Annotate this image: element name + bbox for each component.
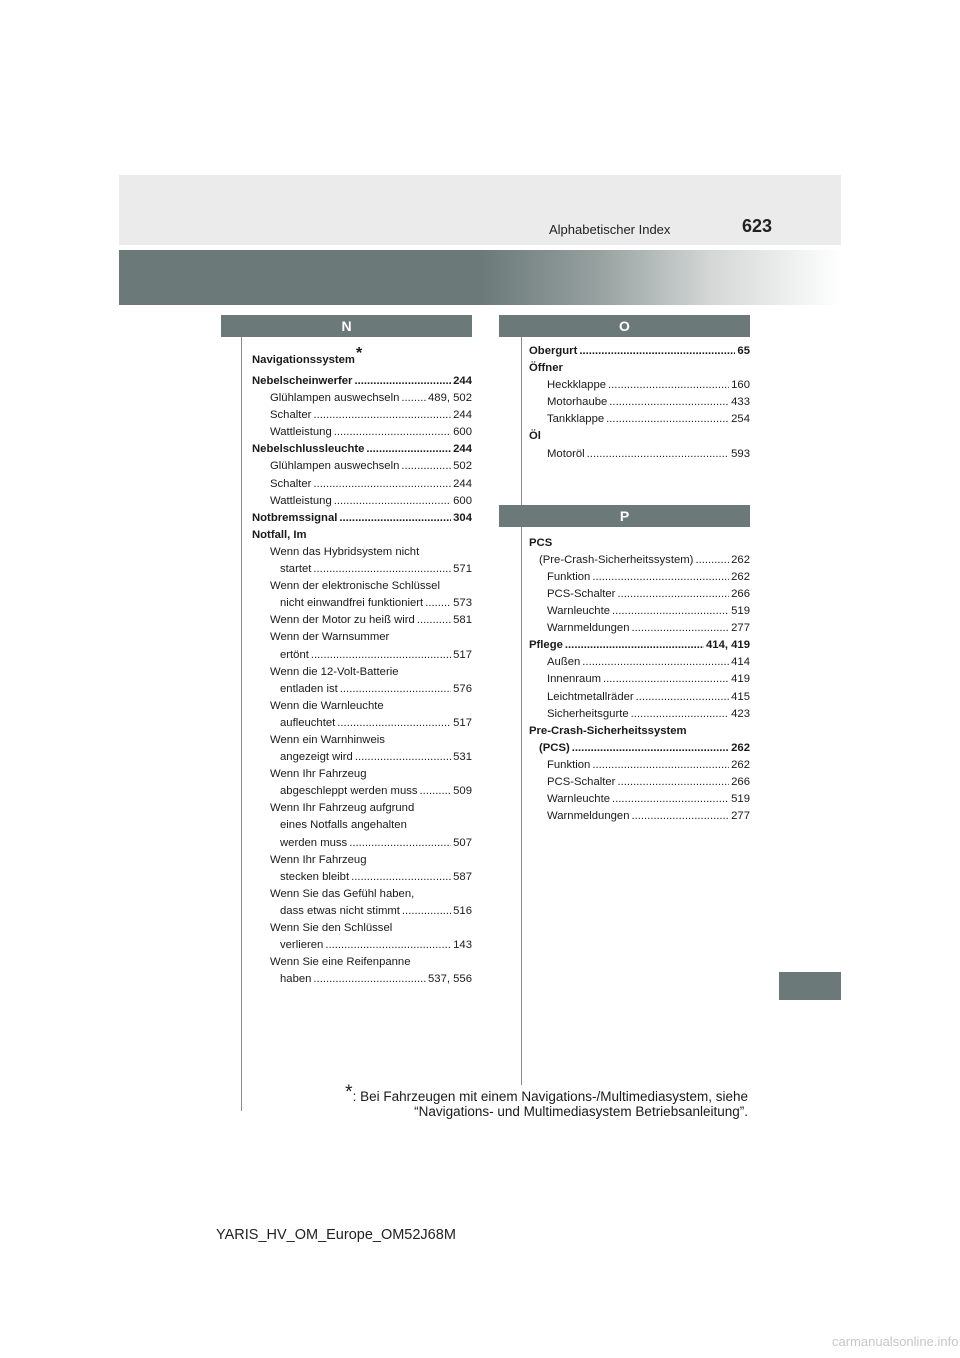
index-entry[interactable] xyxy=(252,544,472,561)
entry-text: Notfall, Im xyxy=(252,528,307,541)
entry-text: Warnleuchte xyxy=(547,605,610,618)
index-entry[interactable] xyxy=(529,671,750,688)
index-entry[interactable] xyxy=(529,808,750,825)
entry-page-numbers[interactable]: 517 xyxy=(453,716,472,729)
entry-page-numbers[interactable]: 433 xyxy=(731,396,750,409)
index-entry[interactable] xyxy=(252,629,472,646)
entry-text: Außen xyxy=(547,656,581,669)
index-entry[interactable] xyxy=(529,394,750,411)
watermark: carmanualsonline.info xyxy=(832,1334,959,1349)
entry-page-numbers[interactable]: 419 xyxy=(731,673,750,686)
index-entries-p xyxy=(529,531,750,826)
entry-page-numbers[interactable]: 277 xyxy=(731,810,750,823)
entry-page-numbers[interactable]: 531 xyxy=(453,751,472,764)
dot-leader xyxy=(636,689,729,706)
entry-text: Leichtmetallräder xyxy=(547,690,634,703)
dot-leader xyxy=(417,612,451,629)
entry-list-n xyxy=(252,373,472,988)
index-entry[interactable] xyxy=(529,552,750,569)
index-entry[interactable] xyxy=(252,715,472,732)
dot-leader xyxy=(631,706,730,723)
dot-leader xyxy=(351,869,451,886)
index-entry[interactable] xyxy=(529,654,750,671)
entry-text: (PCS) xyxy=(539,741,570,754)
entry-page-numbers[interactable]: 266 xyxy=(731,775,750,788)
dot-leader xyxy=(354,373,451,390)
entry-text: Wenn das Hybridsystem nicht xyxy=(270,545,420,558)
dot-leader xyxy=(349,835,451,852)
dot-leader xyxy=(631,808,729,825)
index-entry[interactable] xyxy=(252,954,472,971)
entry-page-numbers[interactable]: 244 xyxy=(453,443,472,456)
document-id: YARIS_HV_OM_Europe_OM52J68M xyxy=(216,1227,456,1243)
entry-text: Notbremssignal xyxy=(252,511,338,524)
entry-text: Wattleistung xyxy=(270,426,332,439)
entry-text: Tankklappe xyxy=(547,413,605,426)
footnote-marker: * xyxy=(345,1082,353,1103)
entry-text: Nebelscheinwerfer xyxy=(252,375,353,387)
index-entry[interactable] xyxy=(529,535,750,552)
index-entry[interactable] xyxy=(529,723,750,740)
entry-page-numbers[interactable]: 423 xyxy=(731,707,750,720)
entry-page-numbers[interactable]: 587 xyxy=(453,870,472,883)
dot-leader xyxy=(631,620,729,637)
index-entry[interactable] xyxy=(252,527,472,544)
entry-text: Innenraum xyxy=(547,673,602,686)
entry-page-numbers[interactable]: 266 xyxy=(731,587,750,600)
dot-leader xyxy=(311,647,451,664)
entry-text: entladen ist xyxy=(280,682,338,695)
footnote-text-1: : Bei Fahrzeugen mit einem Navigations-/Multimediasystem, siehe xyxy=(352,1089,748,1104)
entry-page-numbers[interactable]: 573 xyxy=(453,597,472,610)
entry-page-numbers[interactable]: 537, 556 xyxy=(428,973,472,986)
entry-page-numbers[interactable]: 600 xyxy=(453,426,472,439)
entry-page-numbers[interactable]: 516 xyxy=(453,904,472,917)
entry-page-numbers[interactable]: 414 xyxy=(731,656,750,669)
entry-text: Wenn Ihr Fahrzeug aufgrund xyxy=(270,802,415,815)
dot-leader xyxy=(355,749,451,766)
dot-leader xyxy=(612,603,729,620)
dot-leader xyxy=(425,595,451,612)
index-entry[interactable] xyxy=(252,647,472,664)
entry-text: nicht einwandfrei funktioniert xyxy=(280,597,424,610)
entry-text: werden muss xyxy=(280,836,348,849)
index-entry[interactable] xyxy=(252,664,472,681)
entry-page-numbers[interactable]: 502 xyxy=(453,460,472,473)
entry-text: PCS-Schalter xyxy=(547,587,616,600)
entry-page-numbers[interactable]: 262 xyxy=(731,758,750,771)
index-entry[interactable] xyxy=(529,603,750,620)
index-entry[interactable] xyxy=(529,428,750,445)
dot-leader xyxy=(603,671,729,688)
dot-leader xyxy=(695,552,729,569)
dot-leader xyxy=(339,510,451,527)
entry-text: Obergurt xyxy=(529,345,578,357)
entry-page-numbers[interactable]: 489, 502 xyxy=(428,392,472,405)
index-entry[interactable] xyxy=(252,390,472,407)
entry-text: Motoröl xyxy=(547,447,585,460)
entry-text: haben xyxy=(280,973,312,986)
dot-leader xyxy=(572,740,729,757)
entry-text: Navigationssystem xyxy=(252,354,355,366)
index-entry[interactable] xyxy=(529,706,750,723)
index-entry[interactable] xyxy=(252,783,472,800)
page-number: 623 xyxy=(742,216,773,236)
entry-text: Motorhaube xyxy=(547,396,608,409)
dot-leader xyxy=(334,493,451,510)
dot-leader xyxy=(340,681,451,698)
index-entry[interactable] xyxy=(252,903,472,920)
dot-leader xyxy=(325,937,451,954)
index-entry[interactable] xyxy=(529,791,750,808)
dot-leader xyxy=(587,446,729,463)
entry-text: Sicherheitsgurte xyxy=(547,707,629,720)
index-entry[interactable] xyxy=(252,766,472,783)
entry-text: PCS xyxy=(529,536,553,549)
dot-leader xyxy=(402,903,451,920)
index-entry[interactable] xyxy=(529,411,750,428)
entry-page-numbers[interactable]: 244 xyxy=(453,375,472,387)
index-entry[interactable] xyxy=(252,681,472,698)
entry-page-numbers[interactable]: 262 xyxy=(731,553,750,566)
entry-page-numbers[interactable]: 415 xyxy=(731,690,750,703)
entry-text: Wenn Ihr Fahrzeug xyxy=(270,768,367,781)
index-entry[interactable] xyxy=(252,595,472,612)
entry-text: abgeschleppt werden muss xyxy=(280,785,418,798)
entry-text: Funktion xyxy=(547,570,591,583)
entry-text: Pflege xyxy=(529,639,563,652)
entry-page-numbers[interactable]: 262 xyxy=(731,741,750,754)
index-entry[interactable] xyxy=(529,740,750,757)
entry-text: Wenn die 12-Volt-Batterie xyxy=(270,665,399,678)
index-entry[interactable] xyxy=(252,920,472,937)
entry-page-numbers[interactable]: 581 xyxy=(453,614,472,627)
dot-leader xyxy=(579,343,735,360)
entry-text: Glühlampen auswechseln xyxy=(270,460,400,473)
entry-text: startet xyxy=(280,563,312,576)
entry-text: Funktion xyxy=(547,758,591,771)
entry-text: Wenn der elektronische Schlüssel xyxy=(270,580,440,593)
index-entry[interactable] xyxy=(252,407,472,424)
entry-text: Wenn die Warnleuchte xyxy=(270,699,384,712)
index-entry[interactable] xyxy=(252,561,472,578)
index-entry[interactable] xyxy=(529,689,750,706)
entry-page-numbers[interactable]: 509 xyxy=(453,785,472,798)
index-column-right xyxy=(529,315,750,825)
entry-page-numbers[interactable]: 414, 419 xyxy=(706,639,750,652)
entry-text: Wattleistung xyxy=(270,494,332,507)
footnote-marker: * xyxy=(355,345,363,362)
entry-page-numbers[interactable]: 254 xyxy=(731,413,750,426)
dot-leader xyxy=(313,971,426,988)
entry-page-numbers[interactable]: 244 xyxy=(453,409,472,422)
entry-text: dass etwas nicht stimmt xyxy=(280,904,400,917)
entry-page-numbers[interactable]: 519 xyxy=(731,793,750,806)
dot-leader xyxy=(582,654,729,671)
dot-leader xyxy=(313,407,451,424)
column-divider-middle xyxy=(521,315,522,1085)
header-background xyxy=(119,175,841,245)
entry-text: Öl xyxy=(529,430,541,443)
footnote-line-2: “Navigations- und Multimediasystem Betriebsanleitung”. xyxy=(414,1104,748,1119)
entry-text: (Pre-Crash-Sicherheitssystem) xyxy=(539,553,694,566)
dot-leader xyxy=(617,586,729,603)
index-entry[interactable] xyxy=(252,937,472,954)
column-divider-left xyxy=(241,315,242,1111)
index-entry[interactable] xyxy=(529,774,750,791)
entry-text: stecken bleibt xyxy=(280,870,350,883)
index-column-left xyxy=(252,315,472,988)
entry-text: PCS-Schalter xyxy=(547,775,616,788)
entry-page-numbers[interactable]: 65 xyxy=(737,345,750,357)
letter-heading-p: P xyxy=(499,505,750,527)
index-entry[interactable] xyxy=(252,852,472,869)
index-entry[interactable] xyxy=(529,377,750,394)
index-entry[interactable] xyxy=(252,510,472,527)
index-entry-navigationssystem[interactable] xyxy=(252,343,472,369)
index-entry[interactable] xyxy=(252,698,472,715)
entry-list-p xyxy=(529,535,750,826)
entry-page-numbers[interactable]: 143 xyxy=(453,939,472,952)
entry-text: Wenn der Motor zu heiß wird xyxy=(270,614,415,627)
index-entry[interactable] xyxy=(252,458,472,475)
entry-text: Pre-Crash-Sicherheitssystem xyxy=(529,724,687,737)
index-entry[interactable] xyxy=(529,586,750,603)
index-entry[interactable] xyxy=(252,612,472,629)
dot-leader xyxy=(606,411,729,428)
index-entry[interactable] xyxy=(252,749,472,766)
dot-leader xyxy=(401,390,426,407)
index-entry[interactable] xyxy=(252,817,472,834)
index-entry[interactable] xyxy=(252,476,472,493)
entry-text: Öffner xyxy=(529,362,563,375)
dot-leader xyxy=(420,783,452,800)
dot-leader xyxy=(592,569,729,586)
header-band xyxy=(119,250,841,305)
entry-text: Nebelschlussleuchte xyxy=(252,443,365,456)
chapter-tab xyxy=(779,972,841,1000)
letter-heading-o: O xyxy=(499,315,750,337)
index-entry[interactable] xyxy=(529,620,750,637)
dot-leader xyxy=(313,476,451,493)
index-entry[interactable] xyxy=(529,343,750,360)
entry-text: Wenn Sie das Gefühl haben, xyxy=(270,887,415,900)
dot-leader xyxy=(334,424,451,441)
entry-text: angezeigt wird xyxy=(280,751,353,764)
entry-text: ertönt xyxy=(280,648,309,661)
entry-text: Glühlampen auswechseln xyxy=(270,392,400,405)
entry-page-numbers[interactable]: 244 xyxy=(453,477,472,490)
index-entry[interactable] xyxy=(252,441,472,458)
entry-page-numbers[interactable]: 517 xyxy=(453,648,472,661)
entry-text: Wenn Sie eine Reifenpanne xyxy=(270,956,411,969)
entry-page-numbers[interactable]: 277 xyxy=(731,622,750,635)
dot-leader xyxy=(366,441,451,458)
index-entry[interactable] xyxy=(252,869,472,886)
index-entry[interactable] xyxy=(252,493,472,510)
entry-text: aufleuchtet xyxy=(280,716,336,729)
entry-list-o xyxy=(529,343,750,463)
entry-text: Warnleuchte xyxy=(547,793,610,806)
entry-page-numbers[interactable]: 507 xyxy=(453,836,472,849)
dot-leader xyxy=(592,757,729,774)
entry-text: Heckklappe xyxy=(547,379,607,392)
entry-text: Wenn der Warnsummer xyxy=(270,631,390,644)
entry-text: Wenn ein Warnhinweis xyxy=(270,733,385,746)
footnote-line-1 xyxy=(345,1082,748,1104)
index-entry[interactable] xyxy=(529,446,750,463)
index-entry[interactable] xyxy=(252,886,472,903)
dot-leader xyxy=(401,458,451,475)
entry-text: Schalter xyxy=(270,409,312,422)
entry-text: Wenn Ihr Fahrzeug xyxy=(270,853,367,866)
index-entry[interactable] xyxy=(252,835,472,852)
entry-page-numbers[interactable]: 519 xyxy=(731,605,750,618)
dot-leader xyxy=(608,377,729,394)
entry-page-numbers[interactable]: 571 xyxy=(453,563,472,576)
entry-text: eines Notfalls angehalten xyxy=(280,819,407,832)
entry-page-numbers[interactable]: 576 xyxy=(453,682,472,695)
entry-page-numbers[interactable]: 262 xyxy=(731,570,750,583)
dot-leader xyxy=(565,637,704,654)
entry-page-numbers[interactable]: 160 xyxy=(731,379,750,392)
index-entries-o xyxy=(529,339,750,463)
index-entry[interactable] xyxy=(252,732,472,749)
index-entry[interactable] xyxy=(252,971,472,988)
dot-leader xyxy=(337,715,451,732)
section-title: Alphabetischer Index xyxy=(549,222,671,237)
letter-heading-n: N xyxy=(221,315,472,337)
entry-text: Warnmeldungen xyxy=(547,810,630,823)
entry-text: Warnmeldungen xyxy=(547,622,630,635)
dot-leader xyxy=(313,561,451,578)
index-entry[interactable] xyxy=(529,757,750,774)
index-entry[interactable] xyxy=(252,800,472,817)
index-entry[interactable] xyxy=(529,637,750,654)
index-entry[interactable] xyxy=(529,569,750,586)
index-entry[interactable] xyxy=(529,360,750,377)
entry-text: Wenn Sie den Schlüssel xyxy=(270,922,393,934)
entry-text: verlieren xyxy=(280,939,324,952)
entry-page-numbers[interactable]: 304 xyxy=(453,511,472,524)
dot-leader xyxy=(609,394,729,411)
index-entries-n xyxy=(252,337,472,988)
index-entry[interactable] xyxy=(252,373,472,390)
index-entry[interactable] xyxy=(252,578,472,595)
entry-text: Schalter xyxy=(270,477,312,490)
index-entry[interactable] xyxy=(252,424,472,441)
entry-page-numbers[interactable]: 593 xyxy=(731,447,750,460)
dot-leader xyxy=(612,791,729,808)
dot-leader xyxy=(617,774,729,791)
entry-page-numbers[interactable]: 600 xyxy=(453,494,472,507)
